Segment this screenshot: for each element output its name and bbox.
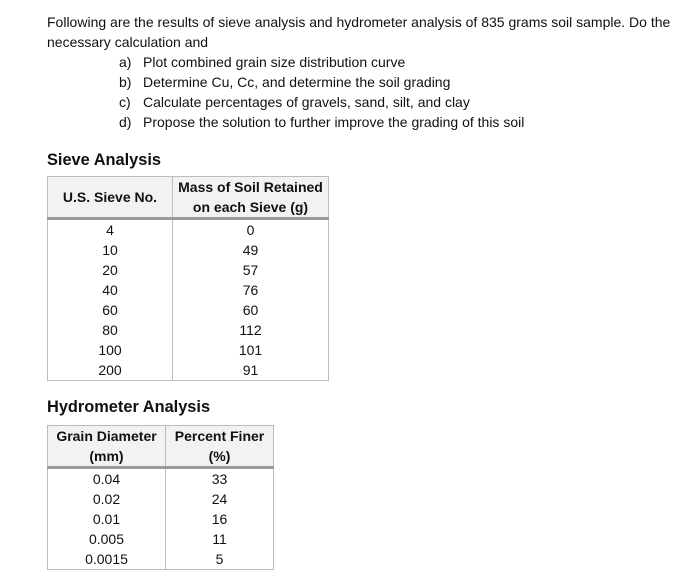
sieve-no-cell: 60 <box>48 300 173 320</box>
mass-cell: 76 <box>242 282 259 298</box>
table-row <box>48 219 329 241</box>
mass-cell: 49 <box>242 242 259 258</box>
percent-finer-cell: 11 <box>212 531 227 547</box>
percent-finer-cell: 5 <box>215 551 224 567</box>
table-row <box>48 340 329 360</box>
sieve-no-cell: 20 <box>48 260 173 280</box>
task-label: b) <box>119 74 132 90</box>
task-label: c) <box>119 94 131 110</box>
mass-cell: 0 <box>246 222 255 238</box>
task-item <box>119 92 524 112</box>
mass-cell: 57 <box>242 262 259 278</box>
task-item <box>119 72 524 92</box>
grain-diameter-cell: 0.0015 <box>48 549 166 570</box>
table-row <box>48 260 329 280</box>
task-text: Determine Cu, Cc, and determine the soil grading <box>143 74 451 90</box>
sieve-no-cell: 100 <box>48 340 173 360</box>
table-row <box>48 549 274 570</box>
task-item <box>119 52 524 72</box>
column-header-grain-diameter: Grain Diameter (mm) <box>48 426 166 468</box>
table-row <box>48 489 274 509</box>
hydrometer-analysis-table <box>47 425 274 570</box>
percent-finer-cell: 16 <box>211 511 228 527</box>
task-text: Calculate percentages of gravels, sand, silt, and clay <box>143 94 470 110</box>
table-row <box>48 509 274 529</box>
sieve-no-cell: 4 <box>48 219 173 241</box>
table-row <box>48 468 274 490</box>
task-list <box>119 52 524 132</box>
grain-diameter-cell: 0.04 <box>48 468 166 490</box>
task-text: Propose the solution to further improve the grading of this soil <box>143 114 525 130</box>
grain-diameter-cell: 0.005 <box>48 529 166 549</box>
column-header-sieve-no: U.S. Sieve No. <box>48 177 173 219</box>
task-text: Plot combined grain size distribution curve <box>143 54 406 70</box>
table-header-row <box>48 426 274 468</box>
table-row <box>48 529 274 549</box>
table-row <box>48 320 329 340</box>
table-header-row <box>48 177 329 219</box>
sieve-no-cell: 80 <box>48 320 173 340</box>
mass-cell: 112 <box>239 322 262 338</box>
problem-statement: Following are the results of sieve analysis and hydrometer analysis of 835 grams soil sample. Do the necessary calculation and <box>47 14 671 50</box>
mass-cell: 91 <box>242 362 259 378</box>
column-header-mass-retained: Mass of Soil Retained on each Sieve (g) <box>173 177 329 219</box>
hydrometer-analysis-title: Hydrometer Analysis <box>47 398 211 416</box>
sieve-analysis-title: Sieve Analysis <box>47 151 161 169</box>
percent-finer-cell: 33 <box>211 471 228 487</box>
grain-diameter-cell: 0.01 <box>48 509 166 529</box>
column-header-percent-finer: Percent Finer (%) <box>166 426 274 468</box>
sieve-no-cell: 10 <box>48 240 173 260</box>
table-row <box>48 280 329 300</box>
sieve-no-cell: 200 <box>48 360 173 381</box>
mass-cell: 60 <box>242 302 259 318</box>
table-row <box>48 300 329 320</box>
table-row <box>48 360 329 381</box>
table-row <box>48 240 329 260</box>
sieve-analysis-table <box>47 176 329 381</box>
task-label: d) <box>119 114 132 130</box>
sieve-no-cell: 40 <box>48 280 173 300</box>
task-item <box>119 112 524 132</box>
mass-cell: 101 <box>238 342 263 358</box>
task-label: a) <box>119 54 132 70</box>
grain-diameter-cell: 0.02 <box>48 489 166 509</box>
percent-finer-cell: 24 <box>211 491 228 507</box>
